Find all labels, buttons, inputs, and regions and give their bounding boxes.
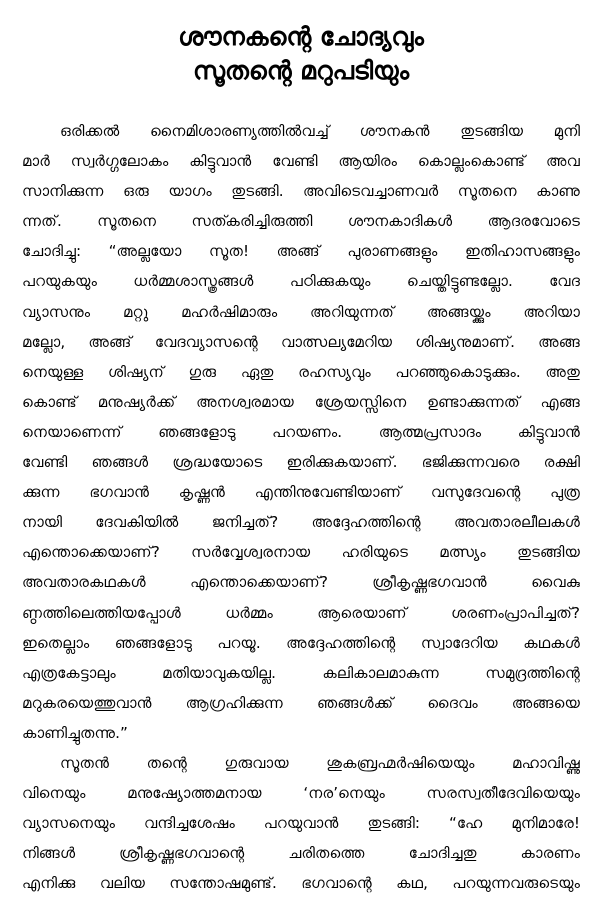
text-line: കൊണ്ട് മനുഷ്യർക്ക് അനശ്വരമായ ശ്രേയസ്സിനെ ഉണ്ടാക്കുന്നത് എങ്ങ [22,392,580,411]
text-line: ക്കുന്ന ഭഗവാൻ കൃഷ്ണൻ എന്തിനുവേണ്ടിയാണ് വസുദേവന്റെ പുത്ര [22,483,580,502]
text-line: ഒരിക്കൽ നൈമിശാരണ്യത്തിൽവച്ച് ശൗനകൻ തുടങ്ങിയ മുനി [60,122,580,140]
text-line: വിനെയും മനുഷ്യോത്തമനായ ‘നര’നെയും സരസ്വതീദേവിയെയും [22,784,580,803]
text-line: ണ്ഠത്തിലെത്തിയപ്പോൾ ധർമ്മം ആരെയാണ് ശരണംപ്രാപിച്ചത്? [22,603,580,622]
text-line: എത്രകേട്ടാലും മതിയാവുകയില്ല. കലികാലമാകുന്ന സമുദ്രത്തിന്റെ [22,663,580,682]
title-line-1: ശൗനകന്റെ ചോദ്യവും [178,22,424,51]
text-line: എനിക്കു വലിയ സന്തോഷമുണ്ട്. ഭഗവാന്റെ കഥ, പറയുന്നവരുടെയും [22,874,580,893]
text-line: നിങ്ങൾ ശ്രീകൃഷ്ണഭഗവാന്റെ ചരിതത്തെ ചോദിച്ചതു കാരണം [22,844,580,863]
text-line: അവതാരകഥകൾ എന്തൊക്കെയാണ്? ശ്രീകൃഷ്ണഭഗവാൻ വൈകു [22,573,580,592]
text-line: ചോദിച്ചു: “അല്ലയോ സൂത! അങ്ങ് പുരാണങ്ങളും ഇതിഹാസങ്ങളും [22,242,580,261]
text-line: സാനിക്കുന്ന ഒരു യാഗം തുടങ്ങി. അവിടെവച്ചാണവർ സൂതനെ കാണു [22,182,580,201]
text-line: മല്ലോ, അങ്ങ് വേദവ്യാസന്റെ വാത്സല്യമേറിയ ശിഷ്യനുമാണ്. അങ്ങ [22,332,580,351]
text-line: ഇതെല്ലാം ഞങ്ങളോടു പറയൂ. അദ്ദേഹത്തിന്റെ സ്വാദേറിയ കഥകൾ [22,633,580,652]
title-line-2: സൂതന്റെ മറുപടിയും [192,56,410,85]
text-line: പറയുകയും ധർമ്മശാസ്ത്രങ്ങൾ പഠിക്കുകയും ചെയ്തിട്ടുണ്ടല്ലോ. വേദ [22,272,580,291]
text-line: മറുകരയെത്തുവാൻ ആഗ്രഹിക്കുന്ന ഞങ്ങൾക്ക് ദൈവം അങ്ങയെ [22,693,580,712]
text-line: മാർ സ്വർഗ്ഗലോകം കിട്ടുവാൻ വേണ്ടി ആയിരം കൊല്ലംകൊണ്ട് അവ [22,152,580,171]
text-line: വ്യാസനും മറ്റു മഹർഷിമാരും അറിയുന്നത് അങ്ങയ്ക്കും അറിയാ [22,302,580,321]
text-line: എന്തൊക്കെയാണ്? സർവ്വേശ്വരനായ ഹരിയുടെ മത്സ്യം തുടങ്ങിയ [22,543,580,562]
text-line: വ്യാസനെയും വന്ദിച്ചശേഷം പറയുവാൻ തുടങ്ങി: “ഹേ മുനിമാരേ! [22,814,580,833]
paragraph-1 [22,116,580,748]
text-line: നായി ദേവകിയിൽ ജനിച്ചത്? അദ്ദേഹത്തിന്റെ അവതാരലീലകൾ [22,513,580,532]
paragraph-2 [22,748,580,898]
text-line: നെയാണെന്ന് ഞങ്ങളോടു പറയണം. ആത്മപ്രസാദം കിട്ടുവാൻ [22,422,580,441]
text-line: നെയുള്ള ശിഷ്യന് ഗുരു ഏതു രഹസ്യവും പറഞ്ഞുകൊടുക്കും. അതു [22,362,580,381]
text-line: വേണ്ടി ഞങ്ങൾ ശ്രദ്ധയോടെ ഇരിക്കുകയാണ്. ഭജിക്കുന്നവരെ രക്ഷി [22,453,580,472]
text-line: സൂതൻ തന്റെ ഗുരുവായ ശുകബ്രഹ്മർഷിയെയും മഹാവിഷ്ണു [60,753,580,772]
text-line: കാണിച്ചുതന്നു.” [22,723,128,742]
text-line: ന്നത്. സൂതനെ സത്കരിച്ചിരുത്തി ശൗനകാദികൾ ആദരവോടെ [22,212,580,231]
chapter-title [22,20,580,88]
body-text [22,116,580,898]
